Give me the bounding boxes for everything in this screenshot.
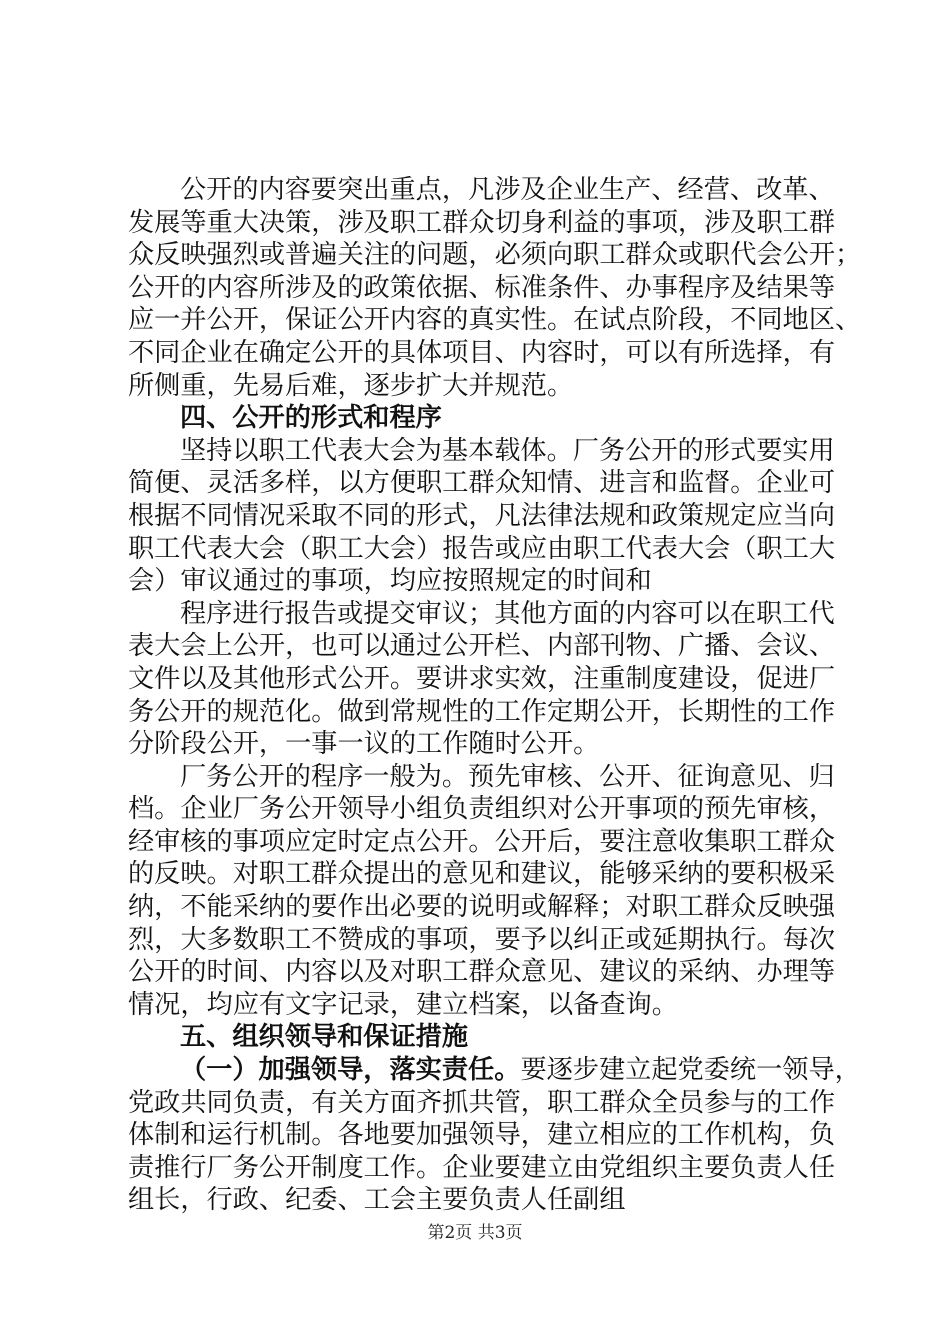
paragraph-line: 简便、灵活多样，以方便职工群众知情、进言和监督。企业可 [128,468,836,499]
paragraph-line: 组长，行政、纪委、工会主要负责人任副组 [128,1185,626,1216]
document-body [128,174,862,1217]
paragraph-line: 党政共同负责，有关方面齐抓共管，职工群众全员参与的工作 [128,1087,836,1118]
paragraph-line: 众反映强烈或普遍关注的问题，必须向职工群众或职代会公开； [128,240,862,271]
paragraph-line: 会）审议通过的事项，均应按照规定的时间和 [128,566,652,597]
paragraph-line: 文件以及其他形式公开。要讲求实效，注重制度建设，促进厂 [128,663,836,694]
paragraph-line: 厂务公开的程序一般为。预先审核、公开、征询意见、归 [180,761,835,792]
paragraph-line: 应一并公开，保证公开内容的真实性。在试点阶段，不同地区、 [128,305,862,336]
paragraph-line: 体制和运行机制。各地要加强领导，建立相应的工作机构，负 [128,1120,836,1151]
paragraph-line: 所侧重，先易后难，逐步扩大并规范。 [128,370,574,401]
paragraph-line: 档。企业厂务公开领导小组负责组织对公开事项的预先审核， [128,794,836,825]
paragraph-line: 情况，均应有文字记录，建立档案，以备查询。 [128,989,678,1020]
paragraph-line: 表大会上公开，也可以通过公开栏、内部刊物、广播、会议、 [128,631,836,662]
paragraph-line: 公开的时间、内容以及对职工群众意见、建议的采纳、办理等 [128,957,836,988]
paragraph-line: 坚持以职工代表大会为基本载体。厂务公开的形式要实用 [180,435,835,466]
paragraph-line: 分阶段公开，一事一议的工作随时公开。 [128,729,600,760]
paragraph-line: 公开的内容要突出重点，凡涉及企业生产、经营、改革、 [180,175,835,205]
section-heading: 四、公开的形式和程序 [180,403,442,434]
line-text: 要逐步建立起党委统一领导， [520,1055,861,1086]
bold-lead-text: （一）加强领导，落实责任。 [180,1055,521,1086]
page-footer: 第2页 共3页 [427,1223,523,1243]
paragraph-line: 纳，不能采纳的要作出必要的说明或解释；对职工群众反映强 [128,892,836,923]
paragraph-line: 发展等重大决策，涉及职工群众切身利益的事项，涉及职工群 [128,207,836,238]
paragraph-line: 务公开的规范化。做到常规性的工作定期公开，长期性的工作 [128,696,836,727]
section-heading: 五、组织领导和保证措施 [180,1022,469,1053]
paragraph-line: 责推行厂务公开制度工作。企业要建立由党组织主要负责人任 [128,1152,836,1183]
paragraph-line: 的反映。对职工群众提出的意见和建议，能够采纳的要积极采 [128,859,836,890]
paragraph-line: 经审核的事项应定时定点公开。公开后，要注意收集职工群众 [128,826,836,857]
paragraph-line: 职工代表大会（职工大会）报告或应由职工代表大会（职工大 [128,533,836,564]
paragraph-line: 烈，大多数职工不赞成的事项，要予以纠正或延期执行。每次 [128,924,836,955]
paragraph-line: 程序进行报告或提交审议；其他方面的内容可以在职工代 [180,598,835,629]
paragraph-line: 公开的内容所涉及的政策依据、标准条件、办事程序及结果等 [128,272,836,303]
paragraph-line: 不同企业在确定公开的具体项目、内容时，可以有所选择，有 [128,337,836,368]
paragraph-line: 根据不同情况采取不同的形式，凡法律法规和政策规定应当向 [128,500,836,531]
paragraph-line [128,1054,861,1087]
